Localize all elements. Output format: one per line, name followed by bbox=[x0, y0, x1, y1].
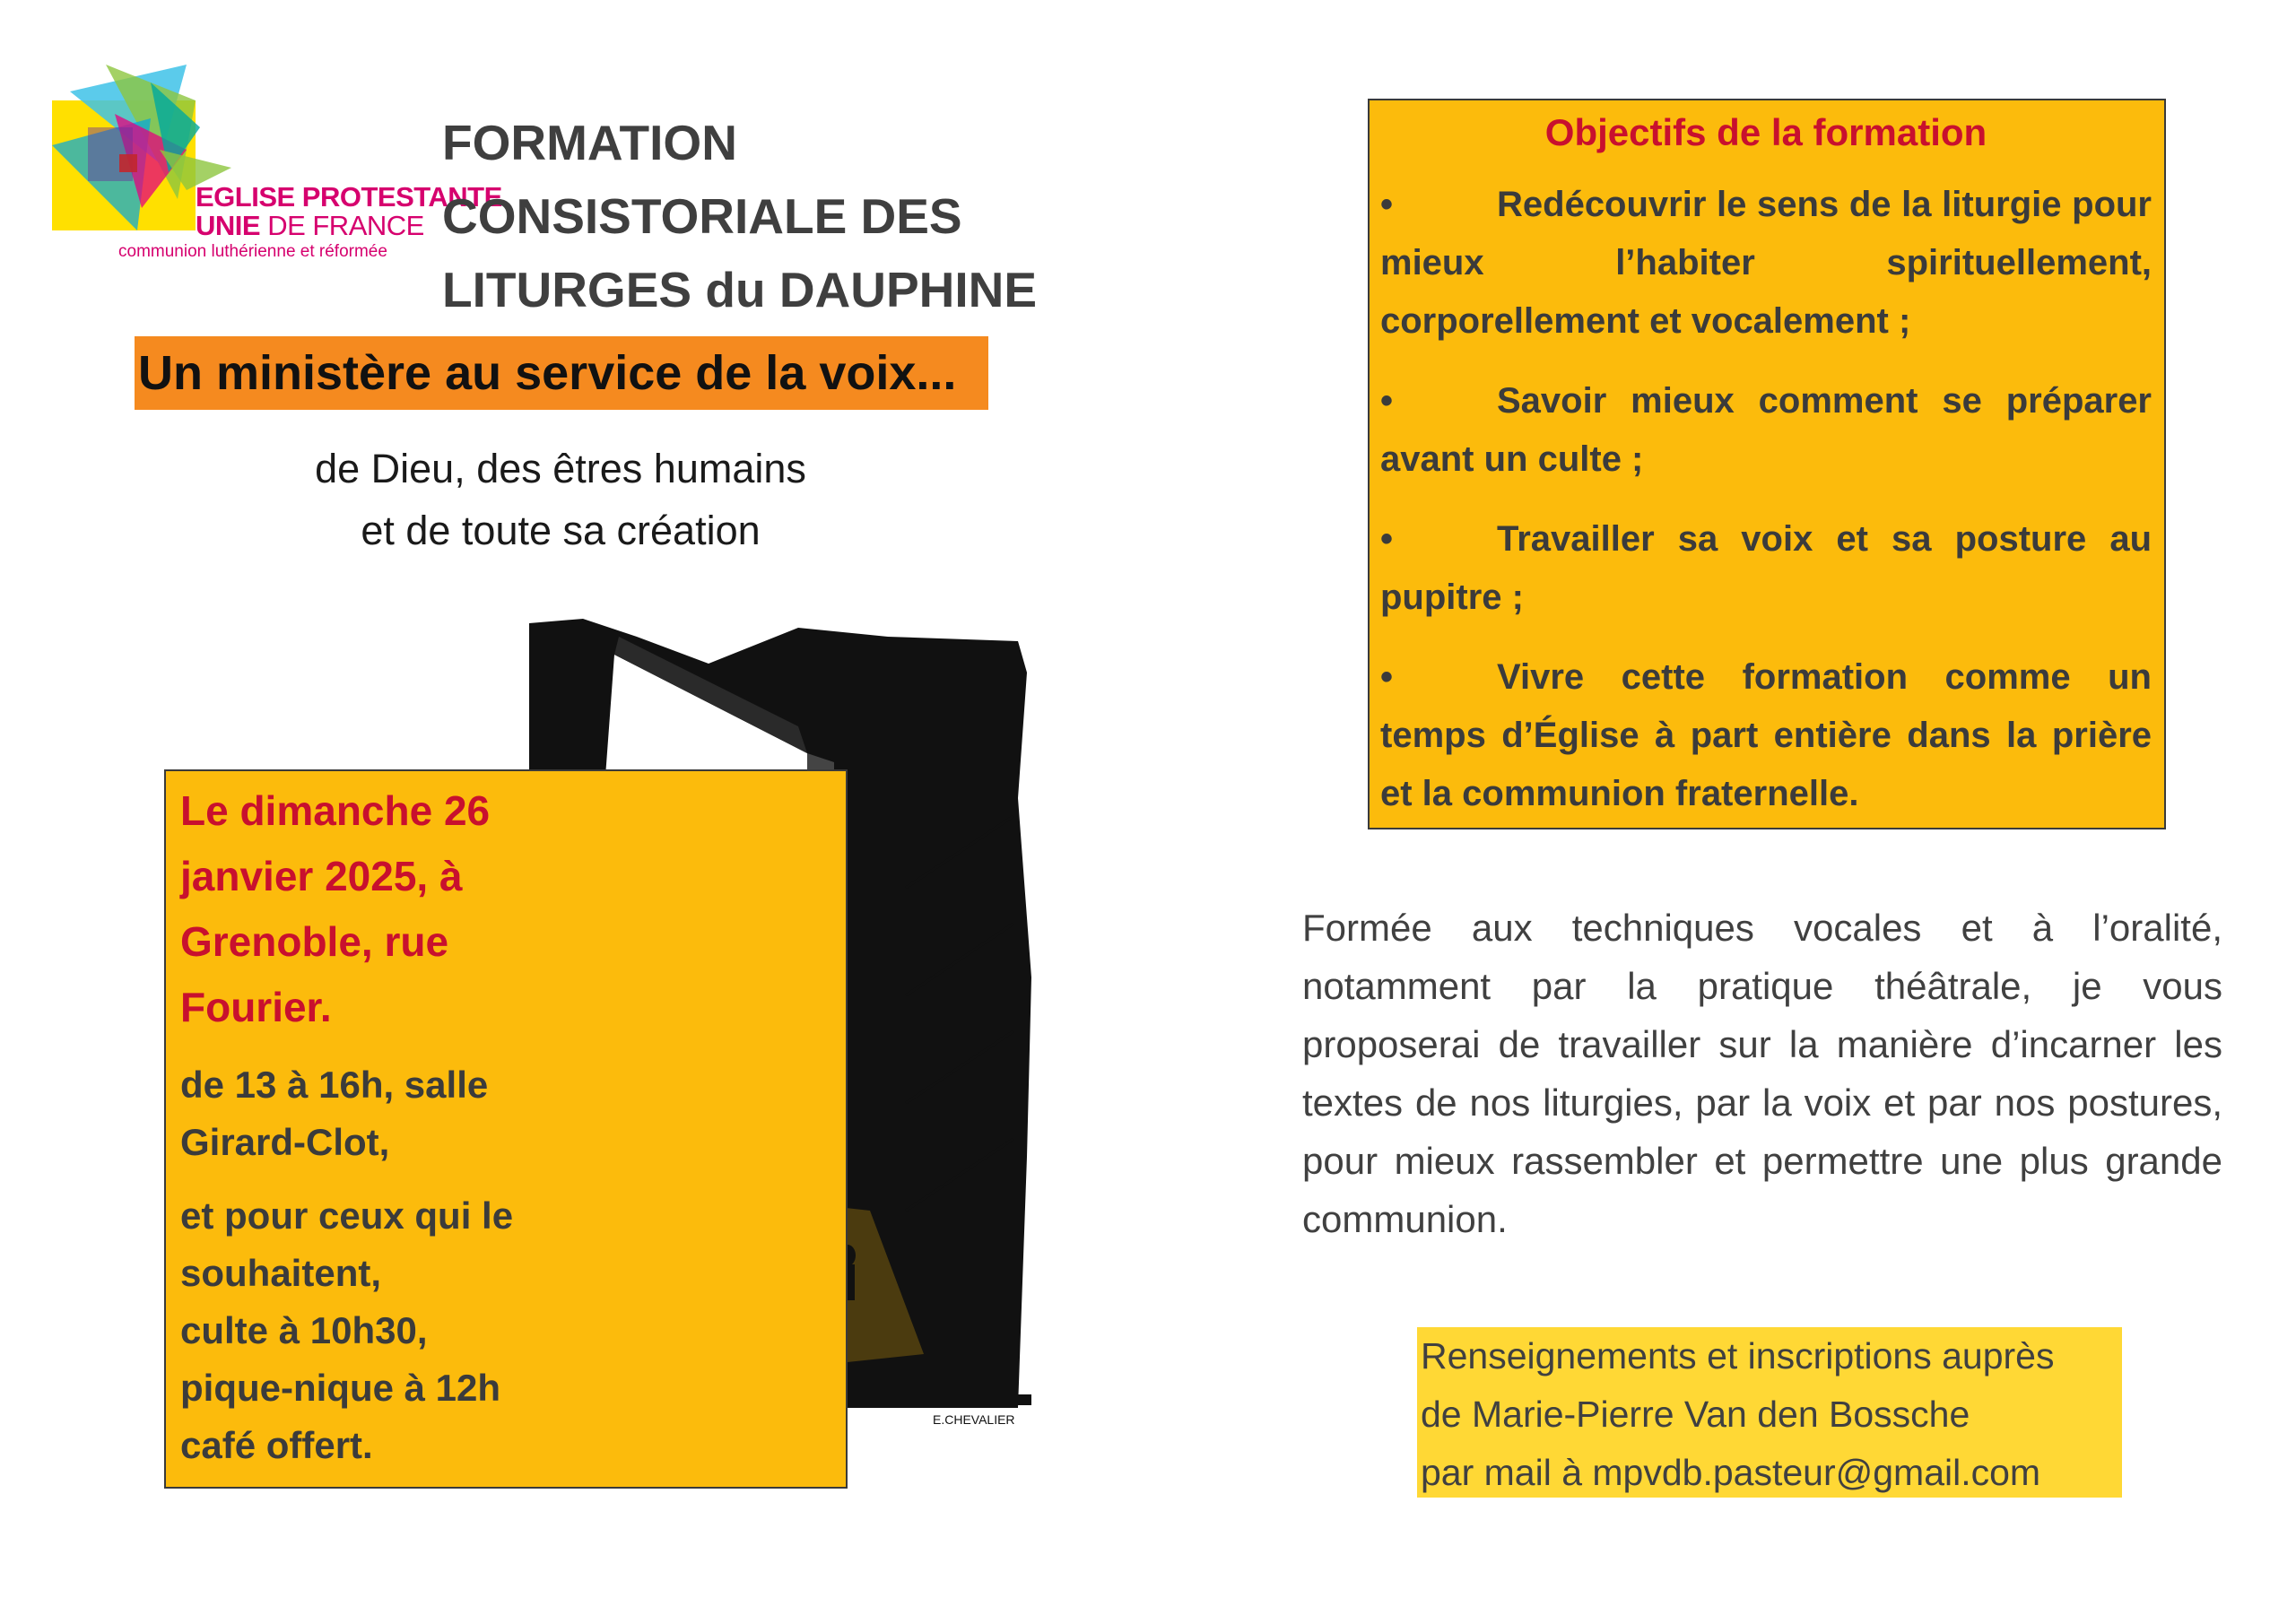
title-line3: LITURGES du DAUPHINE bbox=[442, 262, 1038, 317]
extras-line2: souhaitent, bbox=[180, 1252, 382, 1294]
schedule-line2: Girard-Clot, bbox=[180, 1121, 390, 1163]
page-title bbox=[442, 106, 1070, 326]
objective-item bbox=[1380, 176, 2152, 351]
objective-item bbox=[1380, 648, 2152, 823]
extras-line4: pique-nique à 12h bbox=[180, 1367, 501, 1409]
contact-line2: de Marie-Pierre Van den Bossche bbox=[1421, 1394, 1970, 1435]
objective-text: Vivre cette formation comme un temps d’Église à part entière dans la prière et la communion fraternelle. bbox=[1380, 657, 2152, 813]
tagline-line1: de Dieu, des êtres humains bbox=[315, 446, 806, 491]
epudf-logo bbox=[52, 65, 502, 262]
objective-text: Savoir mieux comment se préparer avant un culte ; bbox=[1380, 381, 2152, 479]
objective-text: Redécouvrir le sens de la liturgie pour mieux l’habiter spirituellement, corporellement et vocalement ; bbox=[1380, 185, 2152, 341]
bullet-icon: • bbox=[1380, 185, 1394, 224]
extras-line3: culte à 10h30, bbox=[180, 1309, 428, 1351]
objective-text: Travailler sa voix et sa posture au pupitre ; bbox=[1380, 519, 2152, 617]
logo-unie: UNIE bbox=[196, 210, 261, 241]
contact-line1: Renseignements et inscriptions auprès bbox=[1421, 1335, 2055, 1376]
logo-text-line2 bbox=[196, 210, 424, 242]
description-paragraph: Formée aux techniques vocales et à l’oralité, notamment par la pratique théâtrale, je vous proposerai de travailler sur la manière d’incarner les textes de nos liturgies, par la voix et par nos postures, pour mieux rassembler et permettre une plus grande communion. bbox=[1302, 907, 2222, 1240]
event-details-box bbox=[164, 769, 848, 1489]
event-schedule bbox=[180, 1056, 557, 1171]
schedule-line1: de 13 à 16h, salle bbox=[180, 1064, 489, 1106]
bullet-icon: • bbox=[1380, 519, 1394, 559]
title-line1: FORMATION bbox=[442, 115, 737, 170]
contact-email[interactable]: par mail à mpvdb.pasteur@gmail.com bbox=[1421, 1452, 2041, 1493]
event-extras bbox=[180, 1187, 557, 1474]
bullet-icon: • bbox=[1380, 657, 1394, 697]
contact-box bbox=[1417, 1327, 2122, 1498]
extras-line5: café offert. bbox=[180, 1424, 373, 1466]
objective-item bbox=[1380, 372, 2152, 489]
subtitle-banner: Un ministère au service de la voix... bbox=[135, 336, 988, 410]
tagline-line2: et de toute sa création bbox=[361, 508, 761, 553]
logo-de-france: DE FRANCE bbox=[260, 210, 424, 241]
objectives-heading: Objectifs de la formation bbox=[1544, 111, 1987, 153]
tagline bbox=[224, 438, 897, 561]
logo-tagline: communion luthérienne et réformée bbox=[118, 242, 387, 261]
objective-item bbox=[1380, 510, 2152, 627]
title-line2: CONSISTORIALE DES bbox=[442, 188, 962, 244]
logo-text-line1: EGLISE PROTESTANTE bbox=[196, 181, 502, 213]
extras-line1: et pour ceux qui le bbox=[180, 1194, 514, 1237]
illustration-signature: E.CHEVALIER bbox=[933, 1412, 1015, 1427]
event-date: Le dimanche 26 janvier 2025, à Grenoble, rue Fourier. bbox=[180, 787, 491, 1030]
objectives-box bbox=[1368, 99, 2166, 829]
bullet-icon: • bbox=[1380, 381, 1394, 421]
